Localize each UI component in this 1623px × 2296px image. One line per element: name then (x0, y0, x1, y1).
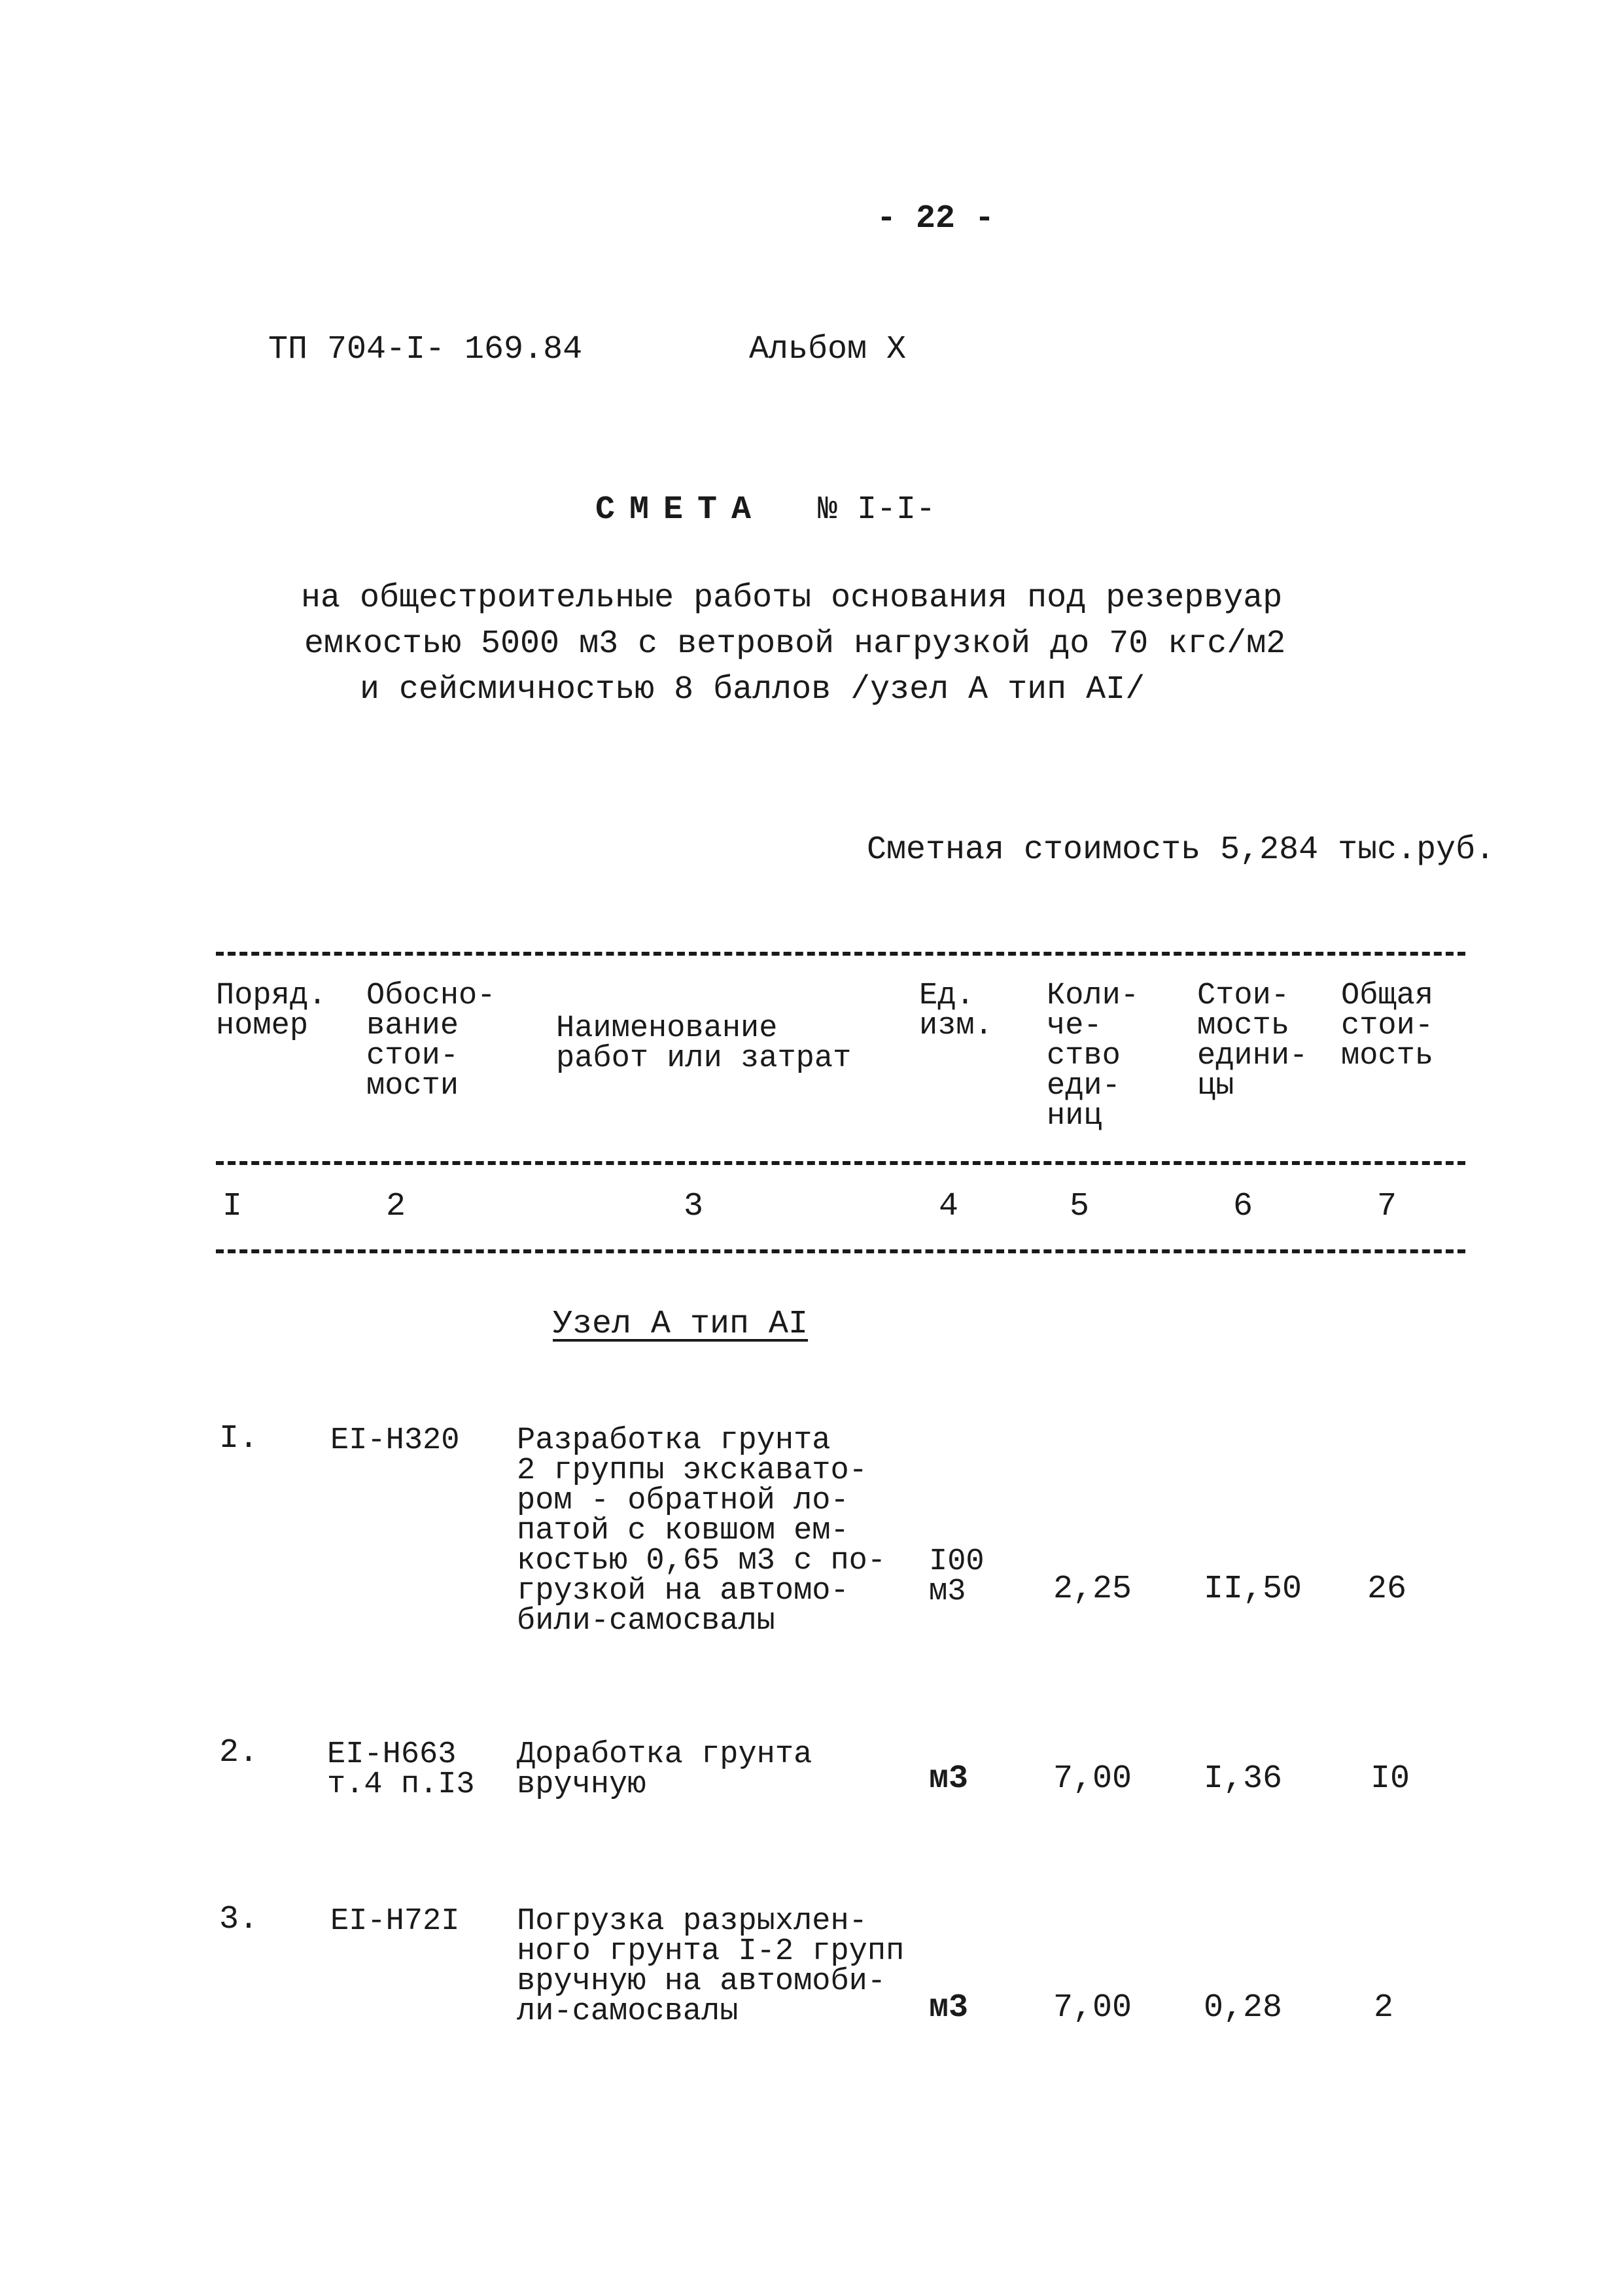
subtitle-line-3: и сейсмичностью 8 баллов /узел А тип АI/ (360, 671, 1145, 708)
album-label: Альбом X (749, 331, 907, 368)
row-basis: ЕI-Н320 (330, 1423, 460, 1458)
header-bottom-rule (216, 1249, 1465, 1253)
subtitle-line-1: на общестроительные работы основания под резервуар (301, 580, 1283, 617)
header-col-3: Наименование работ или затрат (556, 1011, 852, 1076)
row-unit: м3 (929, 1989, 969, 2026)
estimate-number: № I-I- (818, 491, 936, 529)
header-col-6: Стои- мость едини- цы (1197, 979, 1308, 1104)
section-title: Узел А тип АI (553, 1306, 809, 1343)
row-quantity: 2,25 (1053, 1571, 1132, 1608)
column-number-6: 6 (1233, 1188, 1253, 1225)
header-col-2: Обосно- вание стои- мости (366, 979, 496, 1104)
column-number-2: 2 (386, 1188, 406, 1225)
row-number: I. (219, 1420, 259, 1457)
column-number-1: I (222, 1188, 243, 1225)
row-quantity: 7,00 (1053, 1989, 1132, 2026)
row-unit: м3 (929, 1760, 969, 1798)
row-unit-cost: 0,28 (1204, 1989, 1283, 2026)
header-col-4: Ед. изм. (919, 979, 993, 1043)
header-middle-rule (216, 1161, 1465, 1165)
column-number-3: 3 (684, 1188, 704, 1225)
row-unit-cost: I,36 (1204, 1760, 1283, 1798)
row-total: 26 (1367, 1571, 1407, 1608)
row-total: I0 (1370, 1760, 1410, 1798)
header-col-5: Коли- че- ство еди- ниц (1047, 979, 1140, 1134)
estimated-cost: Сметная стоимость 5,284 тыс.руб. (867, 831, 1495, 869)
column-number-4: 4 (939, 1188, 959, 1225)
header-col-1: Поряд. номер (216, 979, 327, 1043)
column-number-5: 5 (1070, 1188, 1090, 1225)
row-number: 3. (219, 1901, 259, 1938)
row-quantity: 7,00 (1053, 1760, 1132, 1798)
row-name: Погрузка разрыхлен- ного грунта I-2 групп вручную на автомоби- ли-самосвалы (517, 1904, 905, 2029)
estimate-title: СМЕТА (595, 491, 766, 529)
header-top-rule (216, 952, 1465, 956)
document-code: ТП 704-I- 169.84 (268, 331, 583, 368)
header-col-7: Общая стои- мость (1341, 979, 1434, 1073)
row-number: 2. (219, 1734, 259, 1771)
page-number: - 22 - (877, 200, 995, 237)
row-basis: ЕI-Н663 т.4 п.I3 (327, 1737, 475, 1802)
row-name: Разработка грунта 2 группы экскавато- ром - обратной ло- патой с ковшом ем- костью 0,65 м3 с по- грузкой на автомо- били-самосвалы (517, 1423, 886, 1639)
row-unit: I00 м3 (929, 1544, 985, 1609)
row-name: Доработка грунта вручную (517, 1737, 812, 1802)
row-unit-cost: II,50 (1204, 1571, 1302, 1608)
subtitle-line-2: емкостью 5000 м3 с ветровой нагрузкой до 70 кгс/м2 (304, 625, 1286, 663)
row-basis: ЕI-Н72I (330, 1904, 460, 1939)
column-number-7: 7 (1377, 1188, 1397, 1225)
row-total: 2 (1374, 1989, 1394, 2026)
